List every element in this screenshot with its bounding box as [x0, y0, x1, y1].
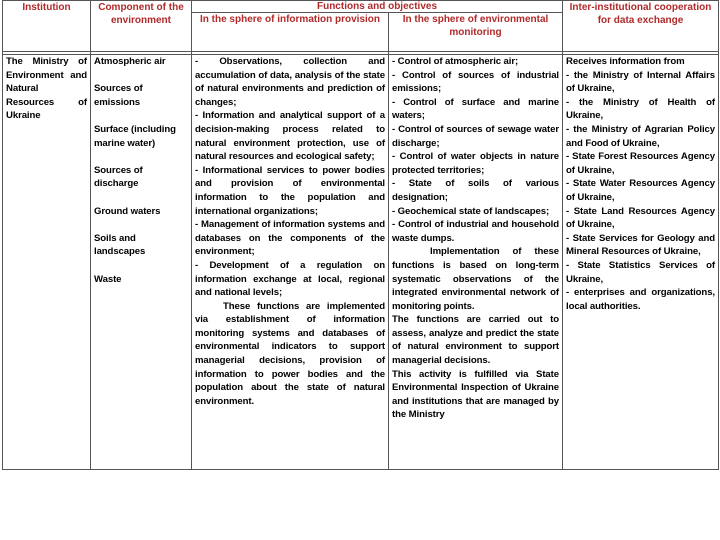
monitoring-item: - Control of water objects in nature protected territories; [392, 151, 559, 176]
info-item: - Observations, collection and accumulation of data, analysis of the state of natural environments and prediction of changes; [195, 56, 385, 108]
header-inter-institutional: Inter-institutional cooperation for data exchange [563, 1, 719, 52]
component-item: Sources of emissions [94, 83, 143, 108]
monitoring-item: - Control of industrial and household waste dumps. [392, 219, 559, 244]
cooperation-item: - State Forest Resources Agency of Ukraine, [566, 151, 715, 176]
cooperation-item: - State Statistics Services of Ukraine, [566, 259, 715, 285]
cooperation-item: - State Services for Geology and Mineral Resources of Ukraine, [566, 232, 715, 258]
monitoring-summary: This activity is fulfilled via State Environmental Inspection of Ukraine and institutions that are managed by the Ministry [392, 368, 559, 421]
cooperation-item: - State Land Resources Agency of Ukraine, [566, 205, 715, 231]
monitoring-item: - Control of atmospheric air; [392, 56, 519, 67]
monitoring-item: - Control of sources of industrial emissions; [392, 69, 559, 95]
header-functions: Functions and objectives [192, 1, 563, 13]
env-monitoring-cell [389, 55, 563, 470]
environment-functions-table [2, 0, 719, 470]
info-item: - Management of information systems and databases on the components of the environment; [195, 219, 385, 258]
info-item: - Development of a regulation on information exchange at local, regional and national levels; [195, 259, 385, 299]
component-item: Ground waters [94, 205, 161, 217]
monitoring-item: - Control of sources of sewage water discharge; [392, 123, 559, 149]
institution-cell: The Ministry of Environment and Natural Resources of Ukraine [3, 55, 91, 470]
cooperation-item: - enterprises and organizations, local authorities. [566, 287, 715, 312]
cooperation-cell [563, 55, 719, 470]
header-info-provision: In the sphere of information provision [192, 13, 389, 52]
cooperation-item: - the Ministry of Internal Affairs of Ukraine, [566, 69, 715, 95]
cooperation-item: - the Ministry of Health of Ukraine, [566, 96, 715, 122]
component-item: Soils and landscapes [94, 232, 146, 258]
header-env-monitoring: In the sphere of environmental monitoring [389, 13, 563, 52]
info-item: - Informational services to power bodies and provision of environmental information to the population and international organizations; [195, 164, 385, 217]
monitoring-item: - Control of surface and marine waters; [392, 96, 559, 122]
monitoring-item: - State of soils of various designation; [392, 178, 559, 203]
component-item: Surface (including marine water) [94, 123, 176, 149]
cooperation-intro: Receives information from [566, 56, 685, 67]
cooperation-item: - the Ministry of Agrarian Policy and Food of Ukraine, [566, 123, 715, 149]
component-item: Sources of discharge [94, 164, 143, 190]
header-institution: Institution [3, 1, 91, 52]
info-item: - Information and analytical support of a decision-making process related to natural environment protection, use of natural resources and ecological safety; [195, 110, 385, 163]
monitoring-summary: Implementation of these functions is based on long-term systematic observations of the integrated environmental network of monitoring points. [392, 246, 559, 312]
info-provision-cell [192, 55, 389, 470]
cooperation-item: - State Water Resources Agency of Ukraine, [566, 178, 715, 203]
table-row [3, 55, 719, 470]
monitoring-summary: The functions are carried out to assess, analyze and predict the state of natural environment to support managerial decisions. [392, 314, 559, 367]
component-item: Atmospheric air [94, 56, 166, 67]
info-summary: These functions are implemented via establishment of information monitoring systems and databases of environmental indicators to support managerial decisions, provision of information to power bodies and the population about the state of natural environment. [195, 300, 385, 407]
component-cell [91, 55, 192, 470]
monitoring-item: - Geochemical state of landscapes; [392, 205, 550, 217]
component-item: Waste [94, 273, 122, 285]
header-component: Component of the environment [91, 1, 192, 52]
